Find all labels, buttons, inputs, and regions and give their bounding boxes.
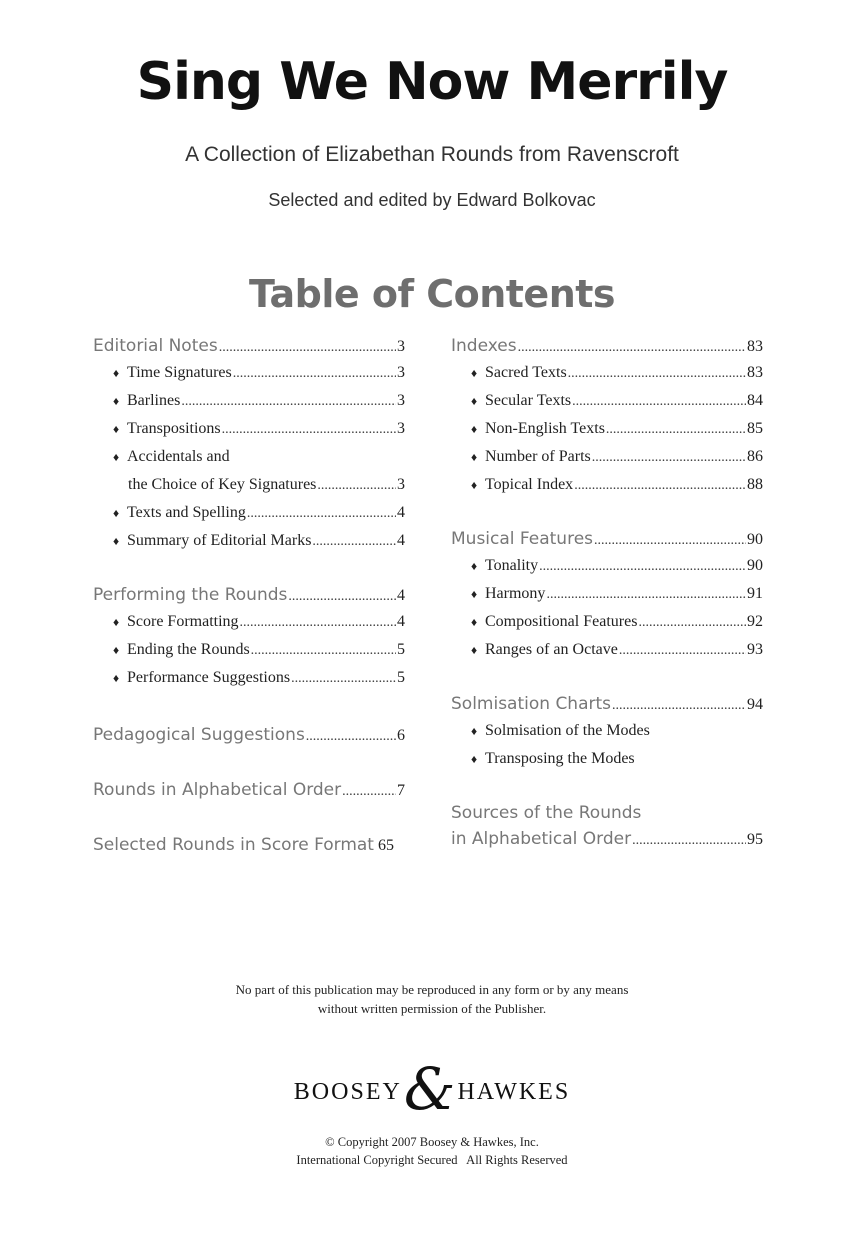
toc-page-number: 7 [397,782,405,799]
toc-section-solmisation-charts[interactable] [451,691,763,717]
editor-credit: Selected and edited by Edward Bolkovac [268,190,596,210]
toc-page-number: 92 [747,613,763,630]
leader-dots [638,609,746,637]
diamond-bullet-icon: ♦ [113,615,120,629]
toc-section-rounds-alphabetical[interactable] [93,777,405,803]
toc-item[interactable] [451,717,763,745]
toc-page-number: 3 [397,420,405,437]
leader-dots [233,360,396,388]
publisher-name-left: BOOSEY [293,1079,402,1105]
diamond-bullet-icon: ♦ [113,643,120,657]
toc-section-pedagogical-suggestions[interactable] [93,722,405,748]
toc-section-label: Rounds in Alphabetical Order [93,780,342,800]
toc-item[interactable] [93,608,405,636]
toc-page-number: 4 [397,613,405,630]
toc-item-label: Performance Suggestions [127,669,291,686]
toc-page-number: 93 [747,641,763,658]
toc-page-number: 4 [397,532,405,549]
diamond-bullet-icon: ♦ [113,450,120,464]
diamond-bullet-icon: ♦ [113,534,120,548]
toc-section-sources-line1[interactable]: Sources of the Rounds [451,803,642,823]
diamond-bullet-icon: ♦ [113,506,120,520]
toc-item-label: the Choice of Key Signatures [128,476,317,493]
diamond-bullet-icon: ♦ [471,366,478,380]
toc-item[interactable] [93,664,405,692]
book-subtitle: A Collection of Elizabethan Rounds from Ravenscroft [185,143,679,166]
leader-dots [342,779,396,805]
diamond-bullet-icon: ♦ [113,394,120,408]
toc-page-number: 3 [397,476,405,493]
leader-dots [606,416,746,444]
diamond-bullet-icon: ♦ [471,559,478,573]
toc-section-label: Indexes [451,336,517,356]
toc-right-column [451,333,763,852]
notice-line: without written permission of the Publisher. [317,1001,547,1016]
toc-item-label: Score Formatting [127,613,239,630]
toc-item[interactable] [451,471,763,499]
leader-dots [518,335,746,361]
toc-section-label: in Alphabetical Order [451,829,632,849]
toc-item[interactable] [93,359,405,387]
diamond-bullet-icon: ♦ [471,587,478,601]
toc-item[interactable] [93,636,405,664]
toc-item-label: Solmisation of the Modes [485,722,650,739]
leader-dots [251,637,396,665]
toc-section-label: Selected Rounds in Score Format [93,835,374,855]
toc-item-label: Topical Index [485,476,574,493]
toc-item-label: Barlines [127,392,181,409]
toc-item-label: Non-English Texts [485,420,605,437]
diamond-bullet-icon: ♦ [471,615,478,629]
diamond-bullet-icon: ♦ [113,366,120,380]
toc-item[interactable] [451,745,763,773]
publisher-logo [0,1055,864,1123]
diamond-bullet-icon: ♦ [471,643,478,657]
toc-page-number: 90 [747,557,763,574]
toc-item-label: Time Signatures [127,364,232,381]
toc-page-number: 6 [397,727,405,744]
leader-dots [291,665,396,693]
leader-dots [568,360,746,388]
copyright-notice [0,1133,864,1169]
leader-dots [288,584,396,610]
diamond-bullet-icon: ♦ [471,752,478,766]
leader-dots [594,528,746,554]
toc-page-number: 5 [397,669,405,686]
toc-page-number: 85 [747,420,763,437]
leader-dots [181,388,396,416]
diamond-bullet-icon: ♦ [471,724,478,738]
leader-dots [574,472,746,500]
toc-item-label: Secular Texts [485,392,572,409]
toc-heading: Table of Contents [248,272,616,316]
toc-section-musical-features[interactable] [451,526,763,552]
leader-dots [247,500,396,528]
diamond-bullet-icon: ♦ [471,422,478,436]
copyright-line: International Copyright Secured All Rights Reserved [296,1153,568,1167]
diamond-bullet-icon: ♦ [471,450,478,464]
toc-page-number: 83 [747,364,763,381]
toc-item[interactable] [451,608,763,636]
toc-section-label: Performing the Rounds [93,585,288,605]
toc-page-number: 94 [747,696,763,713]
toc-item-label: Ending the Rounds [127,641,250,658]
toc-left-column [93,333,405,858]
toc-page-number: 3 [397,338,405,355]
toc-section-editorial-notes[interactable] [93,333,405,359]
toc-section-score-format[interactable] [93,832,405,858]
leader-dots [612,693,746,719]
toc-section-sources[interactable] [451,826,763,852]
toc-page-number: 3 [397,364,405,381]
toc-item[interactable] [451,415,763,443]
toc-item-label: Sacred Texts [485,364,567,381]
leader-dots [219,335,396,361]
diamond-bullet-icon: ♦ [113,422,120,436]
toc-page-number: 5 [397,641,405,658]
toc-page-number: 3 [397,392,405,409]
notice-line: No part of this publication may be reproduced in any form or by any means [235,982,629,997]
toc-item[interactable] [93,443,405,471]
copyright-line: © Copyright 2007 Boosey & Hawkes, Inc. [325,1135,539,1149]
leader-dots [619,637,746,665]
toc-page-number: 65 [377,837,394,854]
leader-dots [572,388,746,416]
leader-dots [240,609,396,637]
toc-item-label: Tonality [485,557,539,574]
toc-section-label: Solmisation Charts [451,694,612,714]
diamond-bullet-icon: ♦ [471,394,478,408]
toc-item-label: Transposing the Modes [485,750,635,767]
reproduction-notice [0,980,864,1018]
toc-section-indexes[interactable] [451,333,763,359]
leader-dots [546,581,746,609]
leader-dots [306,724,396,750]
toc-item-label: Harmony [485,585,546,602]
toc-item-label: Transpositions [127,420,221,437]
toc-item[interactable] [93,415,405,443]
toc-page-number: 88 [747,476,763,493]
toc-item[interactable] [451,580,763,608]
ampersand-logo-icon: & [403,1055,456,1123]
toc-page-number: 4 [397,504,405,521]
publisher-name-right: HAWKES [457,1079,571,1105]
toc-item-label: Accidentals and [127,448,230,465]
leader-dots [317,472,396,500]
toc-section-performing-the-rounds[interactable] [93,582,405,608]
toc-item[interactable] [93,499,405,527]
toc-page-number: 84 [747,392,763,409]
toc-item[interactable] [451,443,763,471]
toc-item[interactable] [451,359,763,387]
toc-item-label: Compositional Features [485,613,638,630]
diamond-bullet-icon: ♦ [113,671,120,685]
toc-item[interactable] [93,527,405,555]
toc-section-label: Pedagogical Suggestions [93,725,305,745]
leader-dots [592,444,746,472]
toc-section-label: Editorial Notes [93,336,218,356]
leader-dots [312,528,396,556]
book-title: Sing We Now Merrily [136,52,728,112]
toc-page-number: 4 [397,587,405,604]
toc-section-label: Musical Features [451,529,594,549]
toc-page-number: 86 [747,448,763,465]
toc-item[interactable] [451,636,763,664]
diamond-bullet-icon: ♦ [471,478,478,492]
toc-item-label: Number of Parts [485,448,591,465]
toc-page-number: 83 [747,338,763,355]
leader-dots [222,416,396,444]
toc-item-continuation[interactable] [93,471,405,499]
toc-item-label: Texts and Spelling [127,504,246,521]
toc-item-label: Summary of Editorial Marks [127,532,312,549]
toc-item-label: Ranges of an Octave [485,641,618,658]
toc-item[interactable] [451,552,763,580]
toc-page-number: 91 [747,585,763,602]
toc-item[interactable] [93,387,405,415]
leader-dots [632,828,746,854]
leader-dots [539,553,746,581]
toc-item[interactable] [451,387,763,415]
toc-page-number: 95 [747,831,763,848]
toc-page-number: 90 [747,531,763,548]
